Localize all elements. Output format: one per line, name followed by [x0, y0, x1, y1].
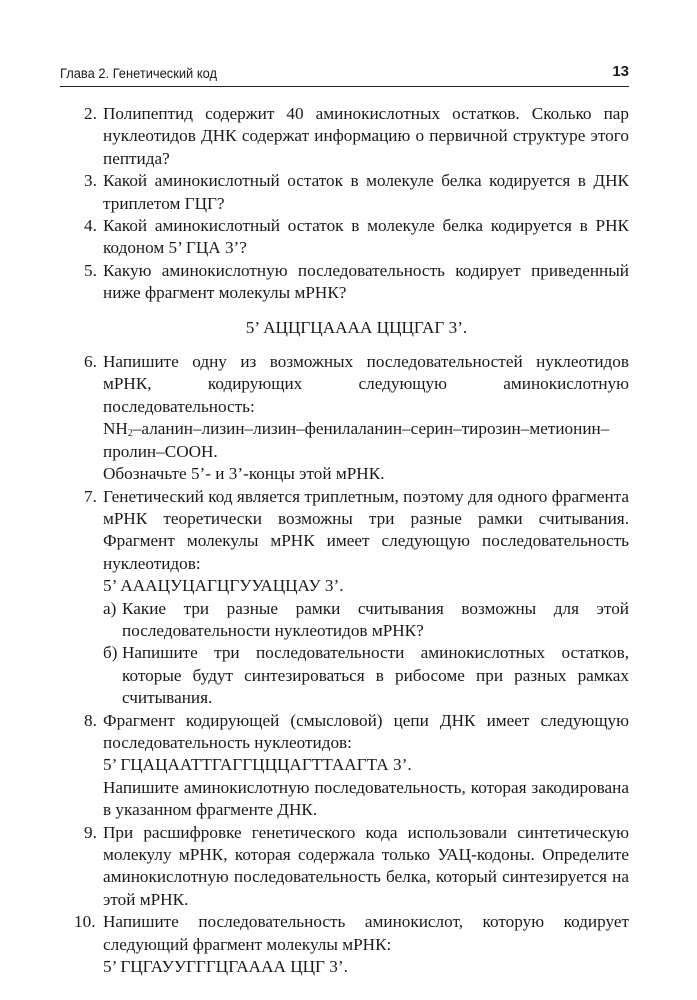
question-note: Обозначьте 5’- и 3’-концы этой мРНК. — [103, 464, 385, 484]
question-text: Напишите одну из возможных последовательностей нуклеотидов мРНК, кодирующих следующую аминокислотную последовательность: — [103, 352, 629, 416]
question-5 — [84, 260, 629, 305]
sequence-line: 5’ ГЦАЦААТТГАГГЦЦЦАГТТААГТА 3’. — [103, 755, 412, 775]
page-body — [74, 103, 629, 978]
subquestion-b — [84, 642, 629, 709]
amino-chain — [103, 418, 629, 463]
question-number: 7. — [84, 486, 97, 506]
question-2 — [84, 103, 629, 170]
subquestion-text: Напишите три последовательности аминокислотных остатков, которые будут синтезироваться в рибосоме при разных рамках считывания. — [122, 643, 629, 708]
nh-subscript: 2 — [127, 428, 133, 440]
question-text: Какой аминокислотный остаток в молекуле белка кодируется в ДНК триплетом ГЦГ? — [103, 171, 629, 213]
question-text: Фрагмент кодирующей (смысловой) цепи ДНК имеет следующую последовательность нуклеотидов: — [103, 710, 629, 752]
subquestion-a — [84, 598, 629, 643]
question-number: 9. — [84, 822, 97, 842]
running-header — [60, 63, 629, 87]
question-text: Какой аминокислотный остаток в молекуле белка кодируется в РНК кодоном 5’ ГЦА 3’? — [103, 216, 629, 258]
question-number: 4. — [84, 216, 97, 236]
question-task: Напишите аминокислотную последовательность, которая закодирована в указанном фрагменте ДНК. — [103, 777, 629, 820]
header-rule — [60, 86, 629, 87]
question-3 — [84, 170, 629, 215]
chain-text: –аланин–лизин–лизин–фенилаланин–серин–тирозин–метионин–пролин–COOH. — [103, 419, 610, 461]
question-number: 8. — [84, 710, 97, 730]
page-number: 13 — [612, 63, 629, 80]
sequence-line: 5’ ГЦГАУУГГГЦГАААА ЦЦГ 3’. — [103, 957, 348, 977]
chapter-title: Глава 2. Генетический код — [60, 65, 218, 81]
question-number: 5. — [84, 260, 97, 280]
question-8 — [84, 710, 629, 822]
subquestion-text: Какие три разные рамки считывания возможны для этой последовательности нуклеотидов мРНК? — [122, 598, 629, 640]
question-7 — [84, 486, 629, 598]
question-text: Генетический код является триплетным, поэтому для одного фрагмента мРНК теоретически возможны три разные рамки считывания. Фрагмент молекулы мРНК имеет следующую последовательность нуклеотидов: — [103, 486, 629, 573]
question-number: 10. — [74, 912, 96, 932]
sequence-line: 5’ АААЦУЦАГЦГУУАЦЦАУ 3’. — [103, 576, 344, 596]
question-text: Какую аминокислотную последовательность кодирует приведенный ниже фрагмент молекулы мРНК? — [103, 260, 629, 303]
question-number: 3. — [84, 171, 97, 191]
subquestion-label: б) — [103, 643, 118, 663]
question-text: Полипептид содержит 40 аминокислотных остатков. Сколько пар нуклеотидов ДНК содержат информацию о первичной структуре этого пептида? — [103, 104, 629, 168]
question-number: 2. — [84, 104, 97, 123]
sequence-line: 5’ АЦЦГЦАААА ЦЦЦГАГ 3’. — [245, 317, 468, 337]
question-4 — [84, 215, 629, 260]
subquestion-label: а) — [103, 598, 117, 618]
nh-group: NH — [103, 419, 128, 439]
question-9 — [84, 822, 629, 912]
question-6 — [84, 351, 629, 485]
question-text: Напишите последовательность аминокислот, которую кодирует следующий фрагмент молекулы мРНК: — [103, 912, 629, 954]
question-number: 6. — [84, 352, 97, 372]
question-10 — [74, 911, 629, 978]
question-text: При расшифровке генетического кода использовали синтетическую молекулу мРНК, которая содержала только УАЦ-кодоны. Определите аминокислотную последовательность белка, который синтезируется на этой мРНК. — [103, 822, 629, 909]
